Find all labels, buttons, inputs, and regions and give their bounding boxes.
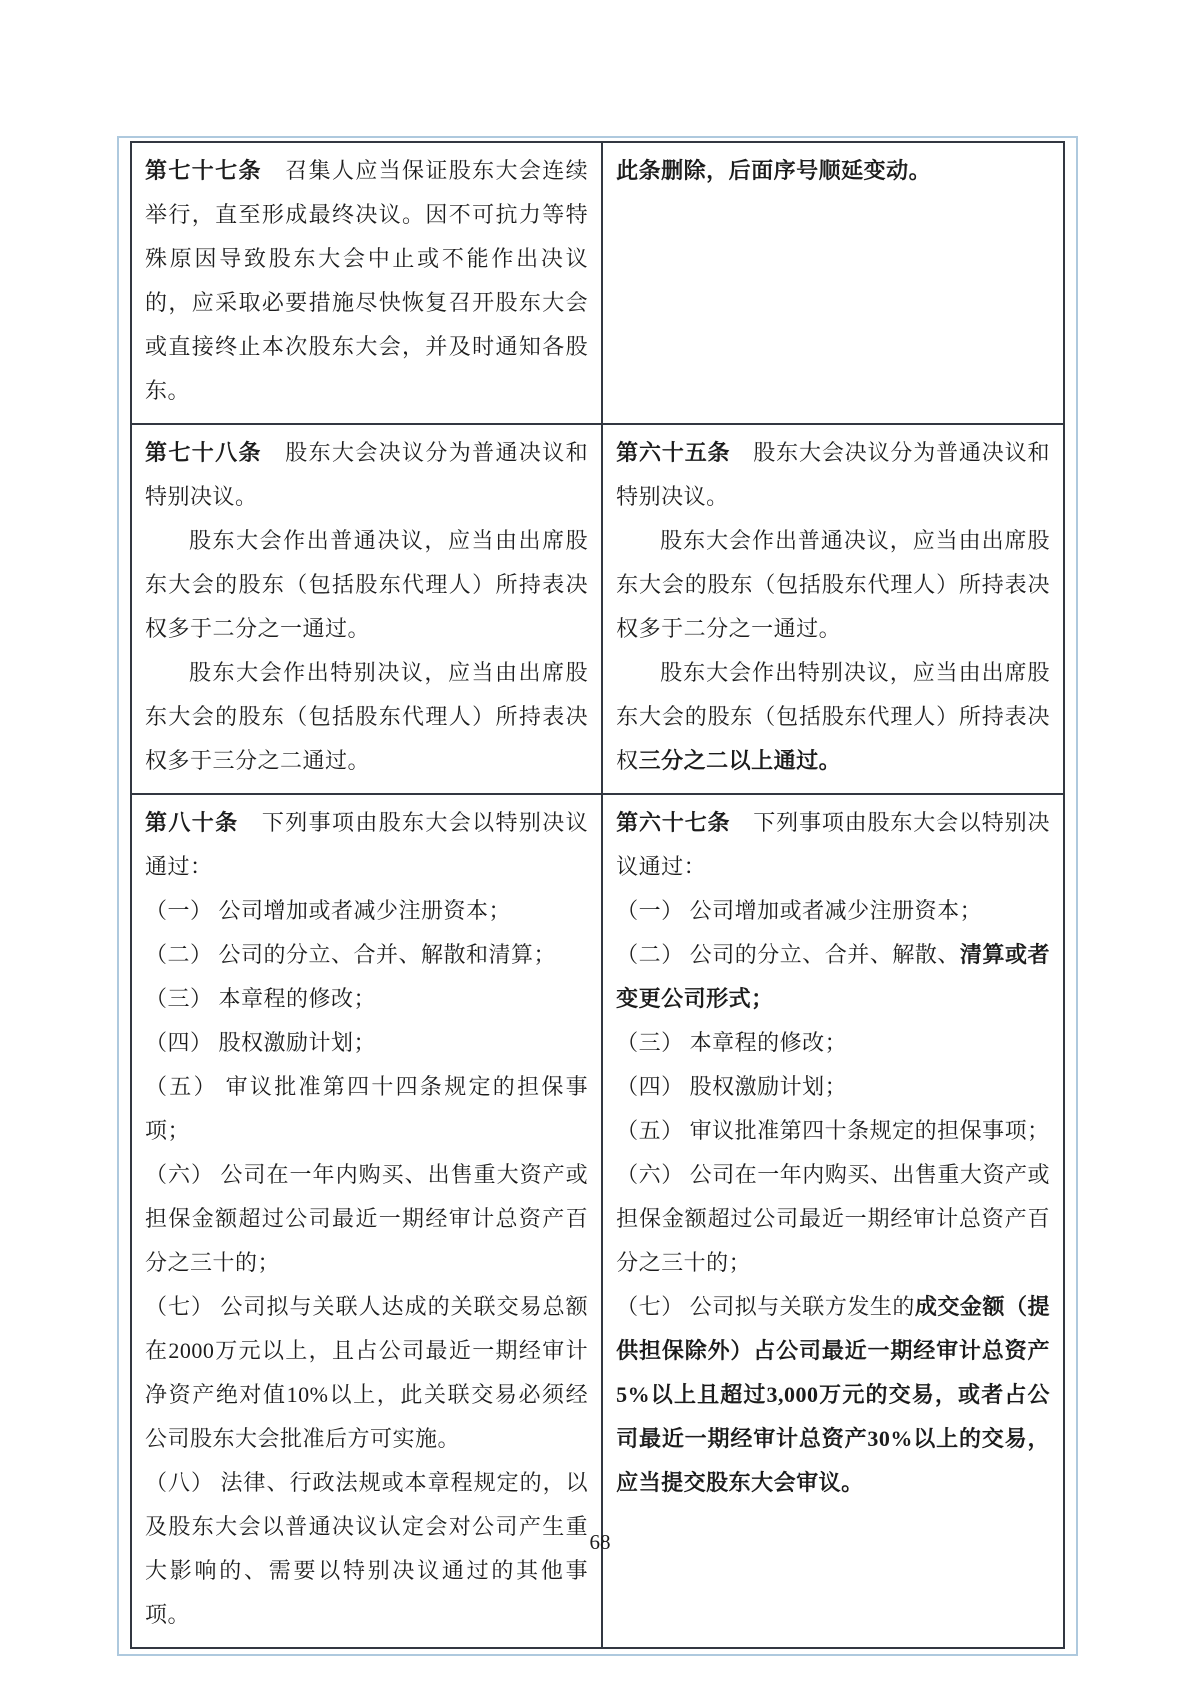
text-segment: （六） 公司在一年内购买、出售重大资产或担保金额超过公司最近一期经审计总资产百分之三十的； <box>616 1162 1050 1275</box>
text-segment: （二） 公司的分立、合并、解散和清算； <box>145 942 557 967</box>
new-version-cell <box>602 142 1064 424</box>
paragraph <box>145 149 588 413</box>
paragraph <box>145 1285 588 1461</box>
text-segment: 第六十五条 <box>616 440 731 465</box>
text-segment: （一） 公司增加或者减少注册资本； <box>616 898 983 923</box>
old-version-cell <box>131 794 602 1648</box>
paragraph <box>616 1021 1050 1065</box>
paragraph <box>145 889 588 933</box>
text-segment: （七） 公司拟与关联方发生的 <box>616 1294 915 1319</box>
text-segment: 股东大会作出特别决议，应当由出席股东大会的股东（包括股东代理人）所持表决权多于三分之二通过。 <box>145 660 589 773</box>
paragraph <box>145 431 588 519</box>
text-segment: 下列事项由股东大会以特别决议通过： <box>616 810 1050 879</box>
paragraph <box>616 519 1050 651</box>
content-frame <box>117 136 1078 1656</box>
text-segment: 第八十条 <box>145 810 239 835</box>
paragraph <box>145 801 588 889</box>
paragraph <box>145 651 588 783</box>
paragraph <box>145 519 588 651</box>
new-version-cell <box>602 424 1064 794</box>
text-segment: 股东大会作出普通决议，应当由出席股东大会的股东（包括股东代理人）所持表决权多于二分之一通过。 <box>616 528 1050 641</box>
text-segment: 下列事项由股东大会以特别决议通过： <box>145 810 589 879</box>
table-row <box>131 424 1064 794</box>
text-segment: 成交金额（提供担保除外）占公司最近一期经审计总资产5%以上且超过3,000万元的交易，或者占公司最近一期经审计总资产30%以上的交易，应当提交股东大会审议。 <box>616 1294 1050 1495</box>
text-segment: 股东大会决议分为普通决议和特别决议。 <box>145 440 589 509</box>
text-segment: （六） 公司在一年内购买、出售重大资产或担保金额超过公司最近一期经审计总资产百分之三十的； <box>145 1162 589 1275</box>
comparison-table-body <box>131 142 1064 1648</box>
text-segment: （一） 公司增加或者减少注册资本； <box>145 898 512 923</box>
text-segment: 第六十七条 <box>616 810 731 835</box>
text-segment: （四） 股权激励计划； <box>145 1030 377 1055</box>
paragraph <box>616 933 1050 1021</box>
text-segment: 三分之二以上通过。 <box>638 748 842 773</box>
old-version-cell <box>131 142 602 424</box>
paragraph <box>616 1065 1050 1109</box>
page-number: 68 <box>589 1530 611 1554</box>
new-version-cell <box>602 794 1064 1648</box>
comparison-table <box>130 141 1065 1649</box>
paragraph <box>145 933 588 977</box>
paragraph <box>145 1153 588 1285</box>
text-segment: （三） 本章程的修改； <box>145 986 377 1011</box>
paragraph <box>616 651 1050 783</box>
table-row <box>131 794 1064 1648</box>
old-version-cell <box>131 424 602 794</box>
text-segment: 股东大会作出特别决议，应当由出席股东大会的股东（包括股东代理人）所持表决权 <box>616 660 1050 773</box>
paragraph <box>616 1109 1050 1153</box>
paragraph <box>616 1285 1050 1505</box>
text-segment: 召集人应当保证股东大会连续举行，直至形成最终决议。因不可抗力等特殊原因导致股东大会中止或不能作出决议的，应采取必要措施尽快恢复召开股东大会或直接终止本次股东大会，并及时通知各股东。 <box>145 158 589 403</box>
text-segment: 股东大会作出普通决议，应当由出席股东大会的股东（包括股东代理人）所持表决权多于二分之一通过。 <box>145 528 589 641</box>
text-segment: （七） 公司拟与关联人达成的关联交易总额在2000万元以上，且占公司最近一期经审计净资产绝对值10%以上，此关联交易必须经公司股东大会批准后方可实施。 <box>145 1294 589 1451</box>
paragraph <box>616 889 1050 933</box>
text-segment: 清算或者变更公司形式； <box>616 942 1050 1011</box>
text-segment: （五） 审议批准第四十四条规定的担保事项； <box>145 1074 589 1143</box>
text-segment: 此条删除，后面序号顺延变动。 <box>616 158 932 183</box>
table-row <box>131 142 1064 424</box>
paragraph <box>145 977 588 1021</box>
paragraph <box>616 801 1050 889</box>
text-segment: 股东大会决议分为普通决议和特别决议。 <box>616 440 1050 509</box>
text-segment: （三） 本章程的修改； <box>616 1030 848 1055</box>
text-segment: （五） 审议批准第四十条规定的担保事项； <box>616 1118 1050 1143</box>
text-segment: 第七十八条 <box>145 440 262 465</box>
paragraph <box>145 1021 588 1065</box>
paragraph <box>616 1153 1050 1285</box>
paragraph <box>145 1065 588 1153</box>
text-segment: （四） 股权激励计划； <box>616 1074 848 1099</box>
text-segment: （二） 公司的分立、合并、解散、 <box>616 942 960 967</box>
paragraph <box>616 431 1050 519</box>
paragraph <box>616 149 1050 193</box>
text-segment: 第七十七条 <box>145 158 262 183</box>
text-segment: （八） 法律、行政法规或本章程规定的，以及股东大会以普通决议认定会对公司产生重大影响的、需要以特别决议通过的其他事项。 <box>145 1470 589 1627</box>
